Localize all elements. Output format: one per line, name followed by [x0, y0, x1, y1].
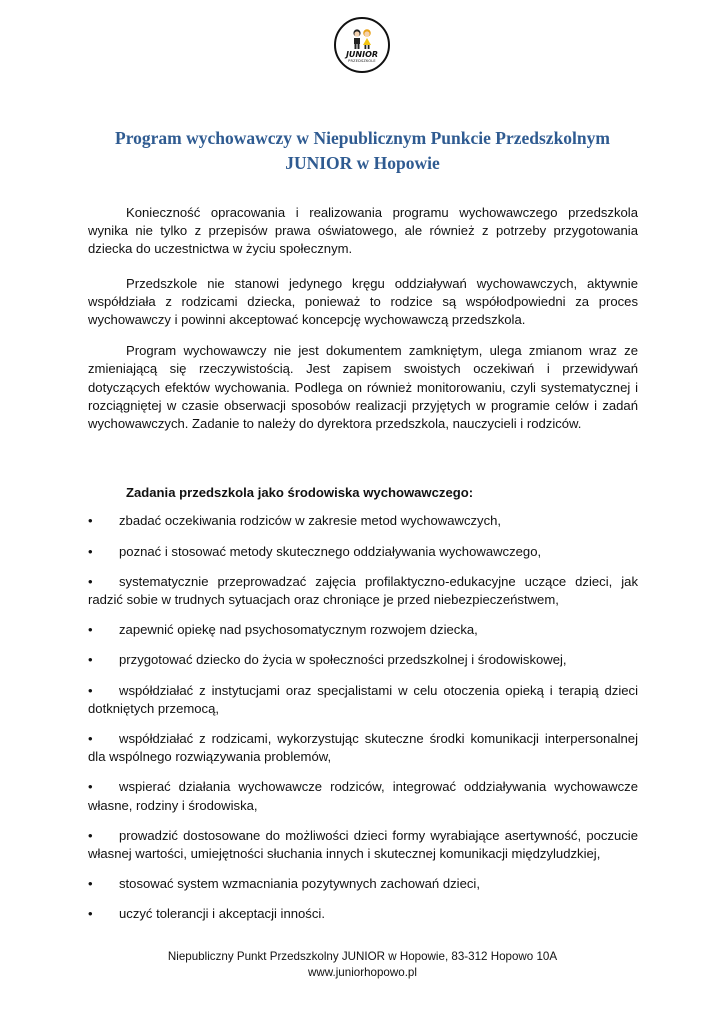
- title-line-2: JUNIOR w Hopowie: [285, 153, 440, 173]
- list-item: [88, 682, 638, 718]
- bullet-icon: •: [88, 827, 93, 843]
- list-item: [88, 875, 638, 893]
- list-item-text: zapewnić opiekę nad psychosomatycznym rozwojem dziecka,: [119, 622, 478, 638]
- footer-website: www.juniorhopowo.pl: [308, 966, 417, 979]
- logo-name: JUNIOR: [345, 49, 379, 59]
- bullet-icon: •: [88, 622, 93, 638]
- bullet-icon: •: [88, 731, 93, 747]
- list-item: [88, 512, 638, 530]
- bullet-icon: •: [88, 513, 93, 529]
- bullet-icon: •: [88, 543, 93, 559]
- paragraph-program: Program wychowawczy nie jest dokumentem zamkniętym, ulega zmianom wraz ze zmieniającą się rzeczywistością. Jest zapisem swoistych oczekiwań i przewidywań dotyczących efektów wychowania. Podlega on również monitorowaniu, czyli systematycznej i rozciągniętej w czasie obserwacji sposobów realizacji przyjętych w programie celów i zadań wychowawczych. Zadanie to należy do dyrektora przedszkola, nauczycieli i rodziców.: [88, 343, 638, 432]
- list-item: [88, 905, 638, 923]
- list-item-text: wspierać działania wychowawcze rodziców, integrować oddziaływania wychowawcze własne, rodziny i środowiska,: [88, 779, 638, 813]
- list-item-text: przygotować dziecko do życia w społeczności przedszkolnej i środowiskowej,: [119, 652, 567, 668]
- tasks-heading: Zadania przedszkola jako środowiska wychowawczego:: [126, 485, 474, 501]
- footer-address: Niepubliczny Punkt Przedszkolny JUNIOR w Hopowie, 83-312 Hopowo 10A: [167, 950, 558, 963]
- bullet-icon: •: [88, 652, 93, 668]
- list-item-text: współdziałać z rodzicami, wykorzystując skuteczne środki komunikacji interpersonalnej dla wspólnego rozwiązywania problemów,: [88, 731, 638, 765]
- document-body: [88, 204, 638, 936]
- list-item: [88, 621, 638, 639]
- list-item-text: poznać i stosować metody skutecznego oddziaływania wychowawczego,: [119, 543, 542, 559]
- title-line-1: Program wychowawczy w Niepublicznym Punkcie Przedszkolnym: [115, 128, 610, 148]
- list-item-text: uczyć tolerancji i akceptacji inności.: [119, 906, 325, 922]
- logo-subtitle: PRZEDSZKOLE: [348, 58, 376, 63]
- list-item: [88, 827, 638, 863]
- list-item-text: współdziałać z instytucjami oraz specjalistami w celu otoczenia opieką i terapią dzieci dotkniętych przemocą,: [88, 682, 638, 716]
- list-item-text: prowadzić dostosowane do możliwości dzieci formy wyrabiające asertywność, poczucie własnej wartości, umiejętności słuchania innych i skutecznej komunikacji międzyludzkiej,: [88, 827, 638, 862]
- bullet-icon: •: [88, 682, 93, 698]
- list-item: [88, 543, 638, 561]
- list-item: [88, 778, 638, 814]
- junior-logo: [334, 17, 390, 73]
- bullet-icon: •: [88, 876, 93, 892]
- page-footer: [0, 949, 725, 981]
- children-icon: [347, 28, 377, 50]
- paragraph-intro: Konieczność opracowania i realizowania programu wychowawczego przedszkola wynika nie tylko z przepisów prawa oświatowego, ale również z potrzeby przygotowania dziecka do uczestnictwa w życiu społecznym.: [88, 205, 638, 257]
- list-item-text: stosować system wzmacniania pozytywnych zachowań dzieci,: [119, 876, 480, 892]
- list-item: [88, 651, 638, 669]
- bullet-icon: •: [88, 779, 93, 795]
- bullet-icon: •: [88, 573, 93, 589]
- list-item: [88, 730, 638, 766]
- list-item: [88, 573, 638, 609]
- page-title: [60, 126, 665, 176]
- bullet-icon: •: [88, 906, 93, 922]
- paragraph-cooperation: Przedszkole nie stanowi jedynego kręgu oddziaływań wychowawczych, aktywnie współdziała z rodzicami dziecka, ponieważ to rodzice są współodpowiedni za proces wychowawczy i powinni akceptować koncepcję wychowawczą przedszkola.: [88, 275, 638, 328]
- list-item-text: systematycznie przeprowadzać zajęcia profilaktyczno-edukacyjne uczące dzieci, jak radzić sobie w trudnych sytuacjach oraz chroniące je przed niebezpieczeństwem,: [88, 573, 638, 608]
- list-item-text: zbadać oczekiwania rodziców w zakresie metod wychowawczych,: [119, 513, 502, 529]
